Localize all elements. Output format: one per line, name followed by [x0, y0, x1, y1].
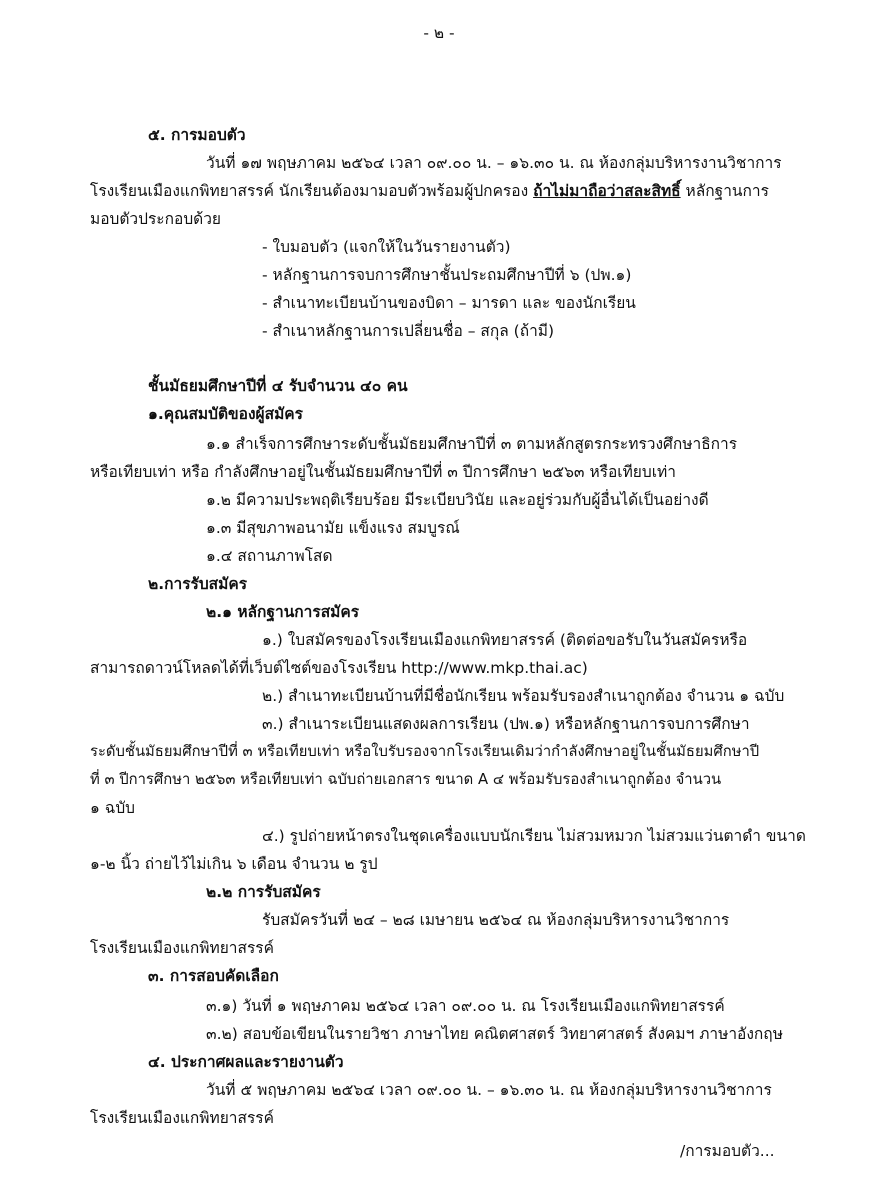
list-item: - หลักฐานการจบการศึกษาชั้นประถมศึกษาปีที่ ๖ (ปพ.๑): [262, 266, 632, 284]
qualification-1-1-cont: หรือเทียบเท่า หรือ กำลังศึกษาอยู่ในชั้นมัธยมศึกษาปีที่ ๓ ปีการศึกษา ๒๕๖๓ หรือเทียบเท่า: [90, 463, 676, 481]
document-4: ๔.) รูปถ่ายหน้าตรงในชุดเครื่องแบบนักเรียน ไม่สวมหมวก ไม่สวมแว่นตาดำ ขนาด: [262, 827, 806, 845]
registration-period: รับสมัครวันที่ ๒๔ – ๒๘ เมษายน ๒๕๖๔ ณ ห้องกลุ่มบริหารงานวิชาการ: [262, 911, 730, 929]
list-item: - สำเนาหลักฐานการเปลี่ยนชื่อ – สกุล (ถ้ามี): [262, 322, 555, 340]
section-5-heading: ๕. การมอบตัว: [148, 126, 246, 144]
section-5-line-3: มอบตัวประกอบด้วย: [90, 210, 222, 228]
qualification-1-2: ๑.๒ มีความประพฤติเรียบร้อย มีระเบียบวินัย และอยู่ร่วมกับผู้อื่นได้เป็นอย่างดี: [206, 491, 709, 509]
document-1: ๑.) ใบสมัครของโรงเรียนเมืองแกพิทยาสรรค์ (ติดต่อขอรับในวันสมัครหรือ: [262, 631, 748, 649]
document-4-cont: ๑-๒ นิ้ว ถ่ายไว้ไม่เกิน ๖ เดือน จำนวน ๒ รูป: [90, 855, 378, 873]
section-5-line-2-pre: โรงเรียนเมืองแกพิทยาสรรค์ นักเรียนต้องมามอบตัวพร้อมผู้ปกครอง: [90, 182, 534, 200]
announcement-heading: ๔. ประกาศผลและรายงานตัว: [148, 1053, 344, 1071]
qualification-1-4: ๑.๔ สถานภาพโสด: [206, 547, 333, 565]
forfeit-warning: ถ้าไม่มาถือว่าสละสิทธิ์: [533, 182, 681, 200]
exam-heading: ๓. การสอบคัดเลือก: [148, 967, 279, 985]
page-number: - ๒ -: [423, 24, 455, 42]
document-3-cont: ที่ ๓ ปีการศึกษา ๒๕๖๓ หรือเทียบเท่า ฉบับถ่ายเอกสาร ขนาด A ๔ พร้อมรับรองสำเนาถูกต้อง จำนวน: [90, 771, 722, 788]
document-3-cont: ระดับชั้นมัธยมศึกษาปีที่ ๓ หรือเทียบเท่า หรือใบรับรองจากโรงเรียนเดิมว่ากำลังศึกษาอยู่ในชั้นมัธยมศึกษาปี: [90, 743, 760, 760]
qualification-1-1: ๑.๑ สำเร็จการศึกษาระดับชั้นมัธยมศึกษาปีที่ ๓ ตามหลักสูตรกระทรวงศึกษาธิการ: [206, 435, 738, 453]
section-5-line-2: [90, 180, 769, 202]
section-5-line-1: วันที่ ๑๗ พฤษภาคม ๒๕๖๔ เวลา ๐๙.๐๐ น. – ๑๖.๓๐ น. ณ ห้องกลุ่มบริหารงานวิชาการ: [206, 154, 782, 172]
m4-heading: ชั้นมัธยมศึกษาปีที่ ๔ รับจำนวน ๔๐ คน: [148, 377, 408, 395]
continued-footer: /การมอบตัว...: [680, 1142, 775, 1160]
exam-3-2: ๓.๒) สอบข้อเขียนในรายวิชา ภาษาไทย คณิตศาสตร์ วิทยาศาสตร์ สังคมฯ ภาษาอังกฤษ: [206, 1025, 783, 1043]
qualifications-heading: ๑.คุณสมบัติของผู้สมัคร: [148, 405, 303, 423]
announcement-line-1: วันที่ ๕ พฤษภาคม ๒๕๖๔ เวลา ๐๙.๐๐ น. – ๑๖.๓๐ น. ณ ห้องกลุ่มบริหารงานวิชาการ: [206, 1081, 772, 1099]
document-3: ๓.) สำเนาระเบียนแสดงผลการเรียน (ปพ.๑) หรือหลักฐานการจบการศึกษา: [262, 715, 750, 733]
registration-heading: ๒.การรับสมัคร: [148, 575, 248, 593]
announcement-line-2: โรงเรียนเมืองแกพิทยาสรรค์: [90, 1109, 274, 1127]
section-5-line-2-post: หลักฐานการ: [680, 182, 769, 200]
list-item: - ใบมอบตัว (แจกให้ในวันรายงานตัว): [262, 238, 511, 256]
document-2: ๒.) สำเนาทะเบียนบ้านที่มีชื่อนักเรียน พร้อมรับรองสำเนาถูกต้อง จำนวน ๑ ฉบับ: [262, 687, 785, 705]
registration-period-cont: โรงเรียนเมืองแกพิทยาสรรค์: [90, 939, 274, 957]
document-1-cont: สามารถดาวน์โหลดได้ที่เว็บต์ไซต์ของโรงเรียน http://www.mkp.thai.ac): [90, 659, 588, 677]
exam-3-1: ๓.๑) วันที่ ๑ พฤษภาคม ๒๕๖๔ เวลา ๐๙.๐๐ น. ณ โรงเรียนเมืองแกพิทยาสรรค์: [206, 997, 725, 1015]
document-3-cont: ๑ ฉบับ: [90, 799, 136, 817]
application-documents-heading: ๒.๑ หลักฐานการสมัคร: [206, 603, 360, 621]
list-item: - สำเนาทะเบียนบ้านของบิดา – มารดา และ ของนักเรียน: [262, 294, 636, 312]
registration-period-heading: ๒.๒ การรับสมัคร: [206, 883, 321, 901]
qualification-1-3: ๑.๓ มีสุขภาพอนามัย แข็งแรง สมบูรณ์: [206, 519, 460, 537]
